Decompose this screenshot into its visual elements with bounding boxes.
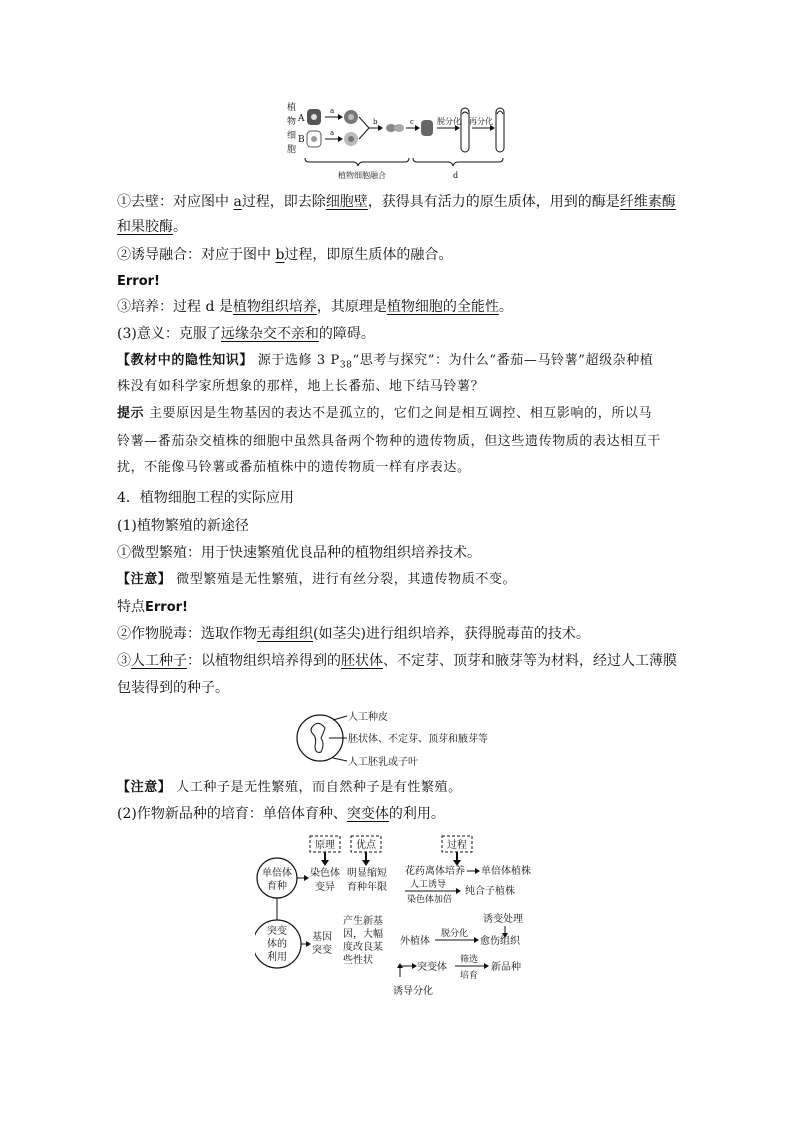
svg-text:诱变处理: 诱变处理 xyxy=(483,914,523,925)
svg-text:a: a xyxy=(330,129,335,137)
svg-text:筛选: 筛选 xyxy=(460,955,479,965)
svg-text:a: a xyxy=(330,107,335,115)
para-significance: (3)意义：克服了远缘杂交不亲和的障碍。 xyxy=(117,326,375,342)
hidden-knowledge-cont: 株没有如科学家所想象的那样，地上长番茄、地下结马铃薯？ xyxy=(117,379,485,394)
test-tube-1 xyxy=(461,108,469,152)
para-artificial-seed-cont: 包装得到的种子。 xyxy=(117,680,229,696)
para-new-propagation: (1)植物繁殖的新途径 xyxy=(117,518,249,534)
svg-text:单倍体植株: 单倍体植株 xyxy=(481,866,531,877)
svg-text:优点: 优点 xyxy=(356,840,376,851)
seed-coat-label: 人工种皮 xyxy=(348,712,388,723)
test-tube-2 xyxy=(496,108,504,152)
section-heading-4: 4．植物细胞工程的实际应用 xyxy=(117,490,294,506)
para-remove-wall-cont: 和果胶酶。 xyxy=(117,219,187,235)
svg-text:诱导分化: 诱导分化 xyxy=(393,986,433,997)
svg-text:利用: 利用 xyxy=(267,952,287,963)
tip-line-2: 铃薯—番茄杂交植株的细胞中虽然具备两个物种的遗传物质，但这些遗传物质的表达相互干 xyxy=(117,434,662,449)
svg-text:体的: 体的 xyxy=(267,939,287,950)
error-text-1: Error! xyxy=(117,274,160,289)
para-new-varieties: (2)作物新品种的培育：单倍体育种、突变体的利用。 xyxy=(117,806,445,822)
svg-text:突变体: 突变体 xyxy=(417,962,447,973)
svg-text:染色体加倍: 染色体加倍 xyxy=(407,895,453,905)
svg-text:人工诱导: 人工诱导 xyxy=(410,880,447,890)
svg-text:新品种: 新品种 xyxy=(491,962,521,973)
dedifferentiation-label: 脱分化 xyxy=(437,117,461,126)
para-remove-wall: ①去壁：对应图中 a过程，即去除细胞壁，获得具有活力的原生质体，用到的酶是纤维素酶 xyxy=(117,194,676,210)
svg-text:c: c xyxy=(410,118,414,126)
tip-line-1: 提示 主要原因是生物基因的表达不是孤立的，它们之间是相互调控、相互影响的，所以马 xyxy=(117,406,653,421)
endosperm-label: 人工胚乳或子叶 xyxy=(348,757,418,768)
note-micropropagation: 【注意】 微型繁殖是无性繁殖，进行有丝分裂，其遗传物质不变。 xyxy=(117,572,517,587)
svg-text:突变: 突变 xyxy=(312,945,332,956)
svg-text:原理: 原理 xyxy=(315,840,335,851)
svg-text:育种: 育种 xyxy=(267,881,287,892)
svg-text:些性状: 些性状 xyxy=(343,955,373,966)
fusion-brace-label: 植物细胞融合 xyxy=(338,171,386,180)
para-culture: ③培养：过程 d 是植物组织培养，其原理是植物细胞的全能性。 xyxy=(117,299,513,315)
d-brace-label: d xyxy=(453,171,459,180)
svg-text:纯合子植株: 纯合子植株 xyxy=(465,886,515,897)
para-artificial-seed: ③人工种子：以植物组织培养得到的胚状体、不定芽、顶芽和腋芽等为材料，经过人工薄膜 xyxy=(117,653,677,669)
svg-text:变异: 变异 xyxy=(315,882,335,893)
hybrid-cell xyxy=(421,120,433,136)
breeding-flow-diagram xyxy=(255,832,535,1004)
row-a-label: A xyxy=(298,114,305,124)
svg-text:育种年限: 育种年限 xyxy=(347,882,387,893)
redifferentiation-label: 再分化 xyxy=(469,117,493,126)
svg-text:产生新基: 产生新基 xyxy=(343,916,383,927)
cell-fusion-diagram xyxy=(283,100,513,182)
svg-text:培育: 培育 xyxy=(460,971,479,981)
svg-text:愈伤组织: 愈伤组织 xyxy=(480,936,520,947)
svg-text:度改良某: 度改良某 xyxy=(343,942,383,953)
row-b-label: B xyxy=(298,135,305,145)
note-artificial-seed: 【注意】 人工种子是无性繁殖，而自然种子是有性繁殖。 xyxy=(117,780,462,795)
side-label-3: 细 xyxy=(287,131,297,141)
svg-text:外植体: 外植体 xyxy=(400,936,430,947)
artificial-seed-diagram xyxy=(295,708,505,772)
side-label-4: 胞 xyxy=(287,145,297,155)
para-induce-fusion: ②诱导融合：对应于图中 b过程，即原生质体的融合。 xyxy=(117,247,453,263)
para-detox: ②作物脱毒：选取作物无毒组织(如茎尖)进行组织培养，获得脱毒苗的技术。 xyxy=(117,626,590,642)
svg-text:明显缩短: 明显缩短 xyxy=(347,868,387,879)
svg-text:染色体: 染色体 xyxy=(310,868,340,879)
para-micropropagation: ①微型繁殖：用于快速繁殖优良品种的植物组织培养技术。 xyxy=(117,545,481,561)
svg-text:过程: 过程 xyxy=(447,840,467,851)
svg-text:脱分化: 脱分化 xyxy=(441,929,469,939)
side-label-2: 物 xyxy=(287,117,297,127)
para-features: 特点Error! xyxy=(117,599,188,615)
svg-text:基因: 基因 xyxy=(312,932,332,943)
svg-text:花药离体培养: 花药离体培养 xyxy=(405,866,465,877)
embryo-label: 胚状体、不定芽、顶芽和腋芽等 xyxy=(348,734,488,745)
tip-line-3: 扰，不能像马铃薯或番茄植株中的遗传物质一样有序表达。 xyxy=(117,460,471,475)
side-label-1: 植 xyxy=(287,103,297,113)
svg-text:单倍体: 单倍体 xyxy=(262,868,292,879)
hidden-knowledge: 【教材中的隐性知识】 源于选修 3 $P_{38}“$思考与探究”：为什么“番茄—马铃薯”超级杂种植 xyxy=(117,353,654,371)
svg-text:突变: 突变 xyxy=(267,926,287,937)
svg-text:b: b xyxy=(373,118,378,126)
svg-text:因，大幅: 因，大幅 xyxy=(343,929,383,940)
